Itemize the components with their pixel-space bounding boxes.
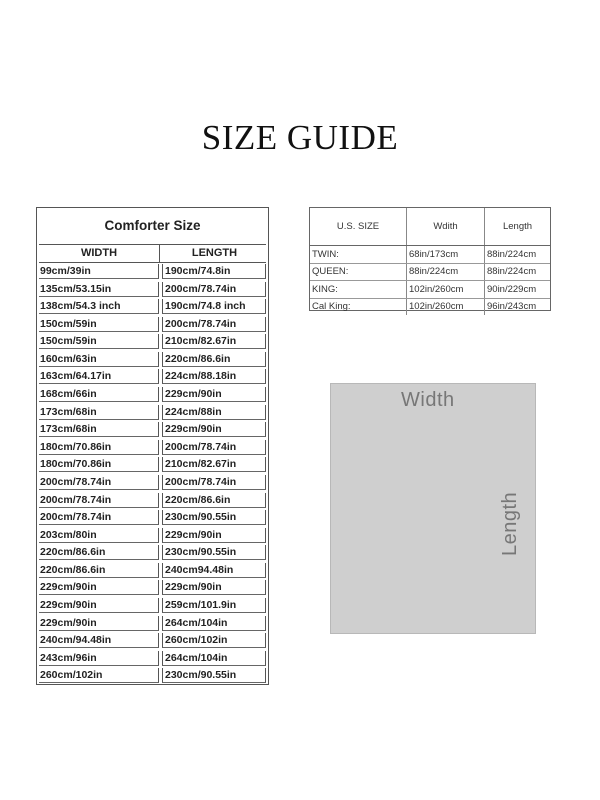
- table-row: [39, 562, 266, 580]
- width-cell: 200cm/78.74in: [39, 510, 159, 525]
- us-width-column-header: Wdith: [407, 208, 485, 245]
- table-row: [39, 386, 266, 404]
- length-cell: 220cm/86.6in: [162, 493, 266, 508]
- length-cell: 230cm/90.55in: [162, 545, 266, 560]
- us-size-name-cell: Cal King:: [310, 299, 407, 316]
- table-row: [39, 456, 266, 474]
- table-row: [39, 474, 266, 492]
- us-length-cell: 90in/229cm: [487, 283, 537, 295]
- length-cell: 210cm/82.67in: [162, 334, 266, 349]
- length-cell: 264cm/104in: [162, 651, 266, 666]
- table-row: [39, 544, 266, 562]
- table-row: [39, 632, 266, 650]
- width-cell: 240cm/94.48in: [39, 633, 159, 648]
- width-cell: 260cm/102in: [39, 668, 159, 683]
- table-row: [310, 299, 550, 316]
- table-row: [39, 351, 266, 369]
- length-cell: 190cm/74.8 inch: [162, 299, 266, 314]
- length-cell: 229cm/90in: [162, 580, 266, 595]
- length-cell: 229cm/90in: [162, 528, 266, 543]
- table-row: [39, 492, 266, 510]
- length-column-header: LENGTH: [191, 247, 238, 259]
- length-cell: 229cm/90in: [162, 422, 266, 437]
- us-size-name-cell: TWIN:: [310, 246, 407, 263]
- width-cell: 173cm/68in: [39, 405, 159, 420]
- comforter-rows: [39, 263, 266, 685]
- us-width-cell: 102in/260cm: [407, 281, 485, 298]
- us-length-column-header: Length: [502, 221, 533, 232]
- us-size-table: [309, 207, 551, 311]
- diagram-length-label: Length: [499, 491, 521, 556]
- width-cell: 229cm/90in: [39, 598, 159, 613]
- size-diagram: [330, 383, 536, 634]
- length-cell: 230cm/90.55in: [162, 668, 266, 683]
- us-size-name-cell: KING:: [310, 281, 407, 298]
- length-cell: 210cm/82.67in: [162, 457, 266, 472]
- length-cell: 240cm94.48in: [162, 563, 266, 578]
- width-cell: 138cm/54.3 inch: [39, 299, 159, 314]
- comforter-header-row: [39, 244, 266, 263]
- table-row: [39, 404, 266, 422]
- us-size-column-header: U.S. SIZE: [310, 208, 407, 245]
- table-row: [39, 263, 266, 281]
- width-column-header: WIDTH: [39, 245, 160, 262]
- table-row: [39, 579, 266, 597]
- width-cell: 243cm/96in: [39, 651, 159, 666]
- us-length-cell: 96in/243cm: [487, 301, 537, 313]
- table-row: [39, 281, 266, 299]
- table-row: [39, 667, 266, 685]
- table-row: [39, 333, 266, 351]
- table-row: [39, 368, 266, 386]
- length-cell: 190cm/74.8in: [162, 264, 266, 279]
- us-size-grid: [310, 208, 550, 315]
- length-cell: 260cm/102in: [162, 633, 266, 648]
- table-row: [310, 281, 550, 299]
- table-row: [39, 615, 266, 633]
- length-cell: 200cm/78.74in: [162, 440, 266, 455]
- width-cell: 150cm/59in: [39, 317, 159, 332]
- table-row: [310, 264, 550, 282]
- us-width-cell: 102in/260cm: [407, 299, 485, 316]
- width-cell: 180cm/70.86in: [39, 457, 159, 472]
- width-cell: 173cm/68in: [39, 422, 159, 437]
- width-cell: 220cm/86.6in: [39, 545, 159, 560]
- length-cell: 224cm/88.18in: [162, 369, 266, 384]
- length-cell: 230cm/90.55in: [162, 510, 266, 525]
- table-row: [39, 650, 266, 668]
- table-row: [39, 527, 266, 545]
- length-cell: 224cm/88in: [162, 405, 266, 420]
- table-row: [39, 597, 266, 615]
- width-cell: 160cm/63in: [39, 352, 159, 367]
- us-width-cell: 68in/173cm: [407, 246, 485, 263]
- page-title: SIZE GUIDE: [201, 118, 399, 157]
- length-cell: 220cm/86.6in: [162, 352, 266, 367]
- us-size-name-cell: QUEEN:: [310, 264, 407, 281]
- length-cell: 200cm/78.74in: [162, 282, 266, 297]
- width-cell: 150cm/59in: [39, 334, 159, 349]
- comforter-size-table: [36, 207, 269, 685]
- width-cell: 200cm/78.74in: [39, 475, 159, 490]
- width-cell: 229cm/90in: [39, 616, 159, 631]
- width-cell: 200cm/78.74in: [39, 493, 159, 508]
- width-cell: 229cm/90in: [39, 580, 159, 595]
- comforter-table-heading: Comforter Size: [104, 218, 201, 233]
- width-cell: 220cm/86.6in: [39, 563, 159, 578]
- table-row: [39, 298, 266, 316]
- width-cell: 135cm/53.15in: [39, 282, 159, 297]
- table-row: [39, 316, 266, 334]
- length-cell: 200cm/78.74in: [162, 475, 266, 490]
- length-cell: 259cm/101.9in: [162, 598, 266, 613]
- table-row: [39, 421, 266, 439]
- width-cell: 203cm/80in: [39, 528, 159, 543]
- width-cell: 163cm/64.17in: [39, 369, 159, 384]
- table-row: [39, 439, 266, 457]
- table-row: [39, 509, 266, 527]
- width-cell: 180cm/70.86in: [39, 440, 159, 455]
- length-cell: 264cm/104in: [162, 616, 266, 631]
- width-cell: 99cm/39in: [39, 264, 159, 279]
- us-length-cell: 88in/224cm: [487, 266, 537, 278]
- table-row: [310, 246, 550, 264]
- diagram-width-label: Width: [401, 389, 455, 411]
- us-size-header-row: [310, 208, 550, 246]
- length-cell: 200cm/78.74in: [162, 317, 266, 332]
- length-cell: 229cm/90in: [162, 387, 266, 402]
- width-cell: 168cm/66in: [39, 387, 159, 402]
- us-length-cell: 88in/224cm: [487, 248, 537, 260]
- us-width-cell: 88in/224cm: [407, 264, 485, 281]
